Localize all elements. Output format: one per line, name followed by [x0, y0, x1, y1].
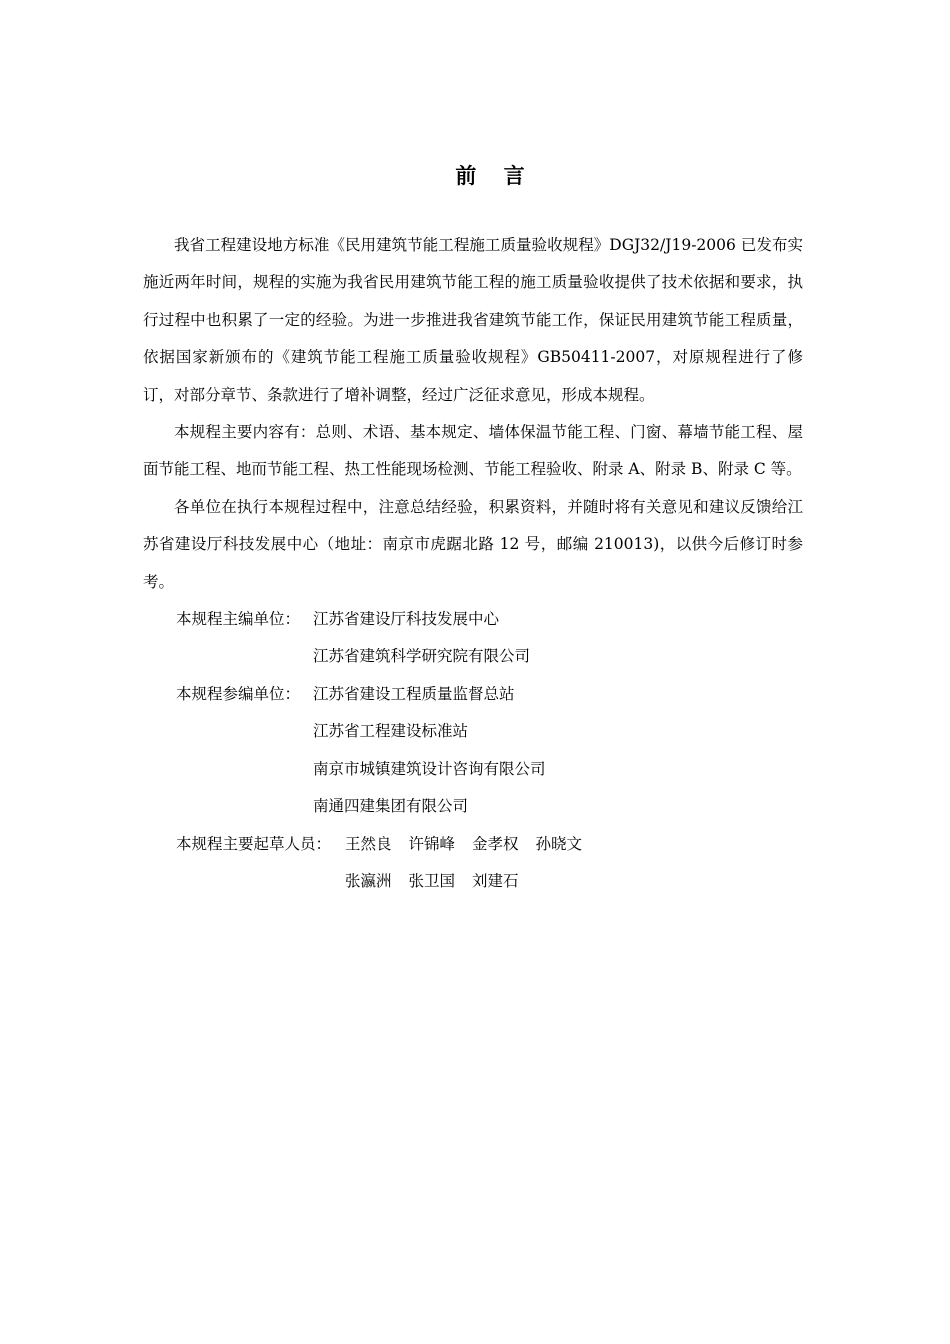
co-editor-row — [143, 751, 803, 788]
paragraph-contents: 本规程主要内容有：总则、术语、基本规定、墙体保温节能工程、门窗、幕墙节能工程、屋面节能工程、地而节能工程、热工性能现场检测、节能工程验收、附录 A、附录 B、附录 C 等。 — [143, 423, 803, 479]
drafters-row — [143, 826, 803, 863]
co-editor-row — [143, 788, 803, 825]
preface-body — [143, 227, 803, 900]
chief-editor-row — [143, 638, 803, 675]
drafter-name: 许锦峰 — [408, 834, 456, 853]
drafter-name: 孙晓文 — [535, 834, 583, 853]
chief-editor-unit: 江苏省建筑科学研究院有限公司 — [313, 647, 531, 666]
chief-editor-label: 本规程主编单位： — [176, 610, 301, 629]
chief-editor-unit: 江苏省建设厅科技发展中心 — [313, 610, 500, 629]
co-editor-row — [143, 676, 803, 713]
co-editor-unit: 南京市城镇建筑设计咨询有限公司 — [313, 759, 546, 778]
drafter-name: 金孝权 — [472, 834, 519, 853]
drafter-name: 张卫国 — [408, 871, 456, 890]
drafters-row — [143, 863, 803, 900]
paragraph-intro: 我省工程建设地方标准《民用建筑节能工程施工质量验收规程》DGJ32/J19-2006 已发布实施近两年时间，规程的实施为我省民用建筑节能工程的施工质量验收提供了技术依据和要求，执行过程中也积累了一定的经验。为进一步推进我省建筑节能工作，保证民用建筑节能工程质量，依据国家新颁布的《建筑节能工程施工质量验收规程》GB50411-2007，对原规程进行了修订，对部分章节、条款进行了增补调整，经过广泛征求意见，形成本规程。 — [143, 236, 803, 404]
co-editor-unit: 江苏省建设工程质量监督总站 — [313, 684, 515, 703]
co-editor-unit: 南通四建集团有限公司 — [313, 797, 469, 816]
co-editor-unit: 江苏省工程建设标准站 — [313, 722, 469, 741]
chief-editor-row — [143, 601, 803, 638]
drafter-name: 王然良 — [345, 834, 392, 853]
page-title: 前 言 — [455, 164, 535, 188]
drafter-name: 张瀛洲 — [345, 871, 392, 890]
paragraph-feedback: 各单位在执行本规程过程中，注意总结经验，积累资料，并随时将有关意见和建议反馈给江苏省建设厅科技发展中心（地址：南京市虎踞北路 12 号，邮编 210013)，以供今后修订时参考。 — [143, 497, 803, 591]
co-editor-label: 本规程参编单位： — [176, 684, 301, 703]
co-editor-row — [143, 713, 803, 750]
drafters-label: 本规程主要起草人员： — [176, 834, 332, 853]
drafter-name: 刘建石 — [472, 871, 519, 890]
